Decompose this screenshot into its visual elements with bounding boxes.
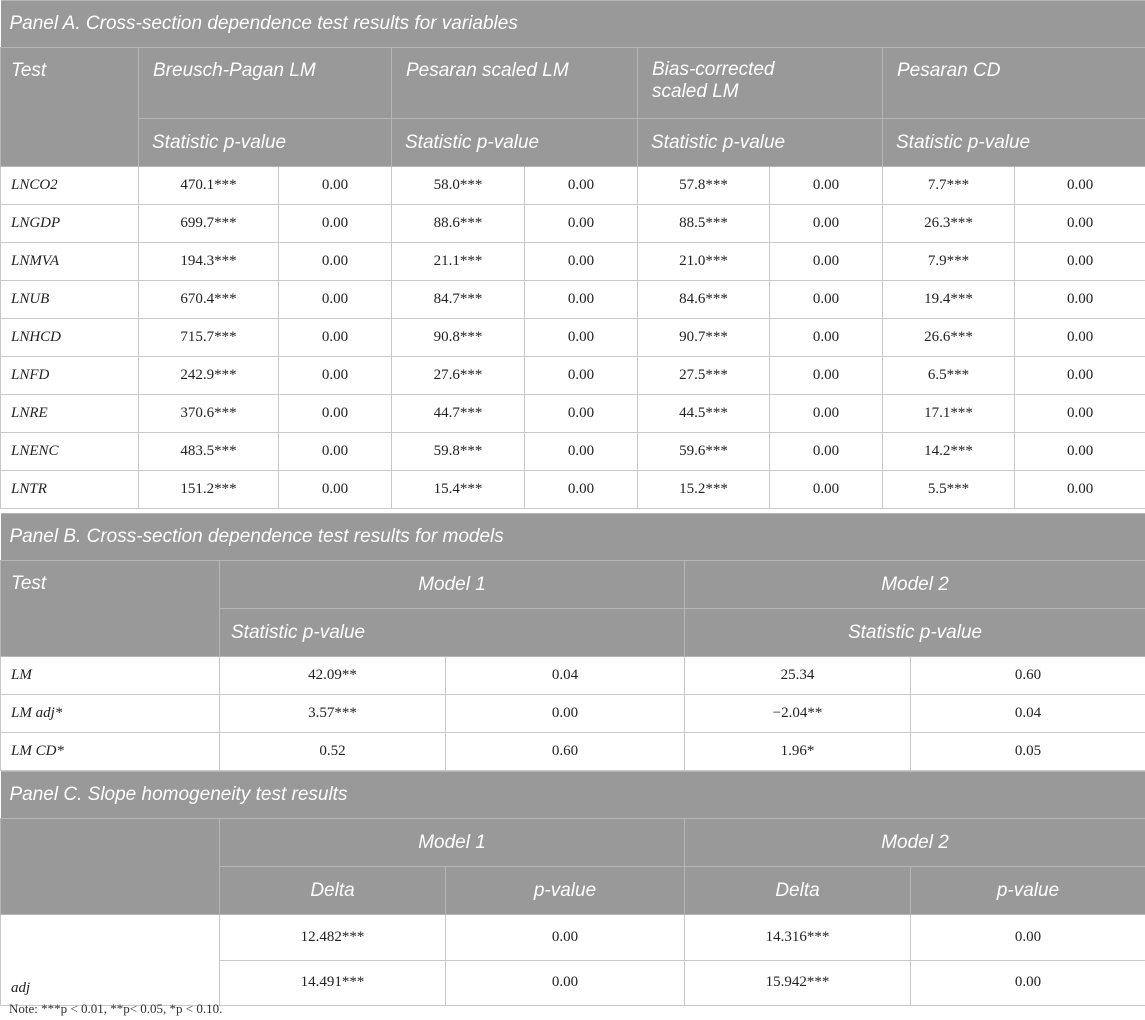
row-label: LNFD: [1, 357, 139, 395]
table-cell: 0.00: [279, 395, 392, 433]
row-label: LNRE: [1, 395, 139, 433]
table-cell: 0.00: [279, 243, 392, 281]
panel-a-table: [0, 0, 1145, 509]
table-cell: 7.7***: [883, 167, 1015, 205]
table-cell: 21.0***: [638, 243, 770, 281]
table-cell: 0.00: [525, 395, 638, 433]
table-cell: 0.00: [525, 433, 638, 471]
table-cell: 1.96*: [685, 733, 911, 771]
table-cell: 0.00: [279, 281, 392, 319]
table-cell: 44.5***: [638, 395, 770, 433]
table-cell: 0.00: [525, 167, 638, 205]
table-cell: 14.2***: [883, 433, 1015, 471]
table-cell: 0.00: [770, 395, 883, 433]
table-cell: 0.00: [525, 471, 638, 509]
panel-b-model1-header: Model 1: [220, 561, 685, 609]
sub-header-pesaran-scaled: Statistic p-value: [392, 119, 638, 167]
panel-b-model2-header: Model 2: [685, 561, 1145, 609]
table-cell: −2.04**: [685, 695, 911, 733]
table-row: [1, 281, 1145, 319]
table-cell: 151.2***: [139, 471, 279, 509]
table-cell: 0.00: [279, 357, 392, 395]
table-cell: 470.1***: [139, 167, 279, 205]
row-label: [1, 915, 220, 961]
table-cell: 57.8***: [638, 167, 770, 205]
table-cell: 15.942***: [685, 960, 911, 1006]
table-cell: 21.1***: [392, 243, 525, 281]
panel-c-table: [0, 771, 1145, 1006]
table-cell: 12.482***: [220, 915, 446, 961]
table-cell: 59.6***: [638, 433, 770, 471]
panel-c-empty-header: [1, 819, 220, 915]
row-label: LNTR: [1, 471, 139, 509]
panel-c-pvalue-header-2: p-value: [911, 867, 1145, 915]
table-cell: 0.00: [525, 281, 638, 319]
panel-b-test-header: Test: [1, 561, 220, 657]
table-cell: 42.09**: [220, 657, 446, 695]
group-header-pesaran-cd: Pesaran CD: [883, 48, 1145, 119]
table-cell: 0.00: [1015, 205, 1145, 243]
table-row: [1, 695, 1145, 733]
table-cell: 0.00: [525, 357, 638, 395]
table-cell: 6.5***: [883, 357, 1015, 395]
table-cell: 0.00: [1015, 395, 1145, 433]
group-header-bias-corrected: Bias-corrected scaled LM: [638, 48, 883, 119]
table-cell: 0.04: [446, 657, 685, 695]
table-cell: 0.00: [1015, 471, 1145, 509]
table-cell: 0.00: [446, 960, 685, 1006]
table-cell: 0.00: [1015, 281, 1145, 319]
table-cell: 0.00: [770, 471, 883, 509]
sub-header-breusch-pagan: Statistic p-value: [139, 119, 392, 167]
table-row: [1, 433, 1145, 471]
table-cell: 0.52: [220, 733, 446, 771]
table-cell: 0.00: [1015, 167, 1145, 205]
table-row: [1, 733, 1145, 771]
table-cell: 0.00: [911, 960, 1145, 1006]
table-cell: 0.00: [770, 433, 883, 471]
table-cell: 194.3***: [139, 243, 279, 281]
row-label: LNCO2: [1, 167, 139, 205]
table-cell: 0.00: [770, 167, 883, 205]
row-label: LNHCD: [1, 319, 139, 357]
table-cell: 27.6***: [392, 357, 525, 395]
table-cell: 88.6***: [392, 205, 525, 243]
table-cell: 0.00: [770, 319, 883, 357]
table-cell: 0.00: [525, 319, 638, 357]
sub-header-pesaran-cd: Statistic p-value: [883, 119, 1145, 167]
table-cell: 90.7***: [638, 319, 770, 357]
row-label: LM CD*: [1, 733, 220, 771]
table-cell: 0.00: [770, 357, 883, 395]
table-cell: 0.00: [1015, 433, 1145, 471]
table-cell: 370.6***: [139, 395, 279, 433]
table-cell: 5.5***: [883, 471, 1015, 509]
table-cell: 90.8***: [392, 319, 525, 357]
panel-c-title: Panel C. Slope homogeneity test results: [1, 772, 1145, 819]
table-cell: 88.5***: [638, 205, 770, 243]
table-cell: 242.9***: [139, 357, 279, 395]
table-cell: 26.6***: [883, 319, 1015, 357]
table-cell: 0.60: [446, 733, 685, 771]
table-cell: 15.2***: [638, 471, 770, 509]
panel-c-pvalue-header-1: p-value: [446, 867, 685, 915]
table-cell: 670.4***: [139, 281, 279, 319]
table-row: [1, 319, 1145, 357]
table-cell: 0.00: [770, 281, 883, 319]
table-cell: 0.00: [279, 471, 392, 509]
table-cell: 19.4***: [883, 281, 1015, 319]
table-row: [1, 167, 1145, 205]
table-cell: 0.00: [279, 205, 392, 243]
table-cell: 3.57***: [220, 695, 446, 733]
row-label: adj: [1, 960, 220, 1006]
table-cell: 59.8***: [392, 433, 525, 471]
panel-b-model2-sub: Statistic p-value: [685, 609, 1145, 657]
panel-b-table: [0, 513, 1145, 771]
table-cell: 84.6***: [638, 281, 770, 319]
table-note: Note: ***p < 0.01, **p< 0.05, *p < 0.10.: [9, 1001, 223, 1016]
table-cell: 17.1***: [883, 395, 1015, 433]
row-label: LNUB: [1, 281, 139, 319]
table-cell: 0.00: [770, 205, 883, 243]
table-row: [1, 471, 1145, 509]
table-cell: 0.00: [446, 695, 685, 733]
row-label: LNMVA: [1, 243, 139, 281]
group-header-pesaran-scaled: Pesaran scaled LM: [392, 48, 638, 119]
table-cell: 483.5***: [139, 433, 279, 471]
table-cell: 0.00: [911, 915, 1145, 961]
table-cell: 26.3***: [883, 205, 1015, 243]
table-row: [1, 205, 1145, 243]
table-cell: 15.4***: [392, 471, 525, 509]
table-cell: 0.60: [911, 657, 1145, 695]
panel-b-model1-sub: Statistic p-value: [220, 609, 685, 657]
row-label: LNENC: [1, 433, 139, 471]
table-cell: 25.34: [685, 657, 911, 695]
table-cell: 0.00: [770, 243, 883, 281]
table-cell: 14.491***: [220, 960, 446, 1006]
panel-a-test-header: Test: [1, 48, 139, 167]
panel-c-model1-header: Model 1: [220, 819, 685, 867]
table-row: [1, 395, 1145, 433]
table-row: [1, 960, 1145, 1006]
panel-a-title: Panel A. Cross-section dependence test results for variables: [1, 1, 1145, 48]
table-cell: 0.00: [1015, 319, 1145, 357]
row-label: LM adj*: [1, 695, 220, 733]
panel-c-model2-header: Model 2: [685, 819, 1145, 867]
table-cell: 715.7***: [139, 319, 279, 357]
table-row: [1, 915, 1145, 961]
table-cell: 0.00: [446, 915, 685, 961]
table-row: [1, 357, 1145, 395]
panel-b-title: Panel B. Cross-section dependence test results for models: [1, 514, 1145, 561]
table-cell: 27.5***: [638, 357, 770, 395]
table-cell: 0.04: [911, 695, 1145, 733]
row-label: LM: [1, 657, 220, 695]
table-cell: 44.7***: [392, 395, 525, 433]
table-row: [1, 657, 1145, 695]
table-cell: 0.00: [1015, 357, 1145, 395]
table-cell: 0.05: [911, 733, 1145, 771]
table-row: [1, 243, 1145, 281]
table-cell: 84.7***: [392, 281, 525, 319]
table-cell: 0.00: [525, 205, 638, 243]
panel-c-delta-header-1: Delta: [220, 867, 446, 915]
table-cell: 0.00: [279, 433, 392, 471]
table-cell: 0.00: [279, 319, 392, 357]
table-cell: 0.00: [1015, 243, 1145, 281]
sub-header-bias-corrected: Statistic p-value: [638, 119, 883, 167]
table-cell: 699.7***: [139, 205, 279, 243]
row-label: LNGDP: [1, 205, 139, 243]
table-cell: 0.00: [279, 167, 392, 205]
group-header-breusch-pagan: Breusch-Pagan LM: [139, 48, 392, 119]
table-cell: 58.0***: [392, 167, 525, 205]
table-cell: 0.00: [525, 243, 638, 281]
table-cell: 14.316***: [685, 915, 911, 961]
table-cell: 7.9***: [883, 243, 1015, 281]
panel-c-delta-header-2: Delta: [685, 867, 911, 915]
